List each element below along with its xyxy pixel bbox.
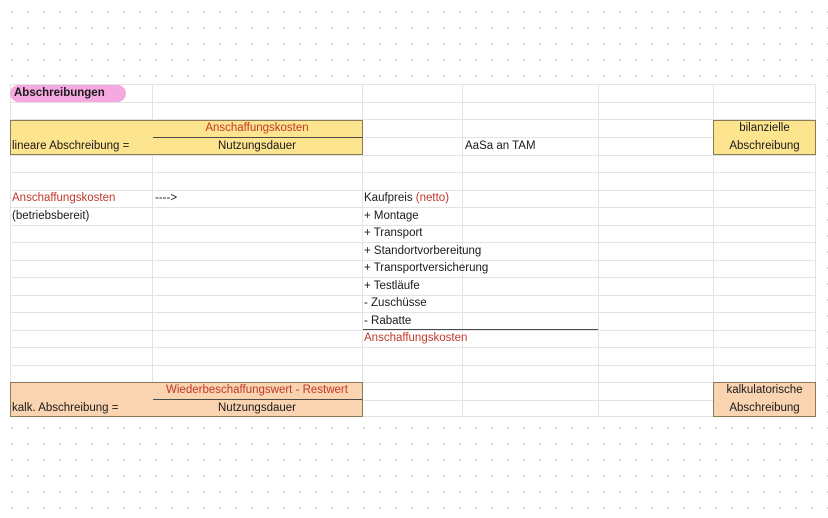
arrow-text: ---->	[155, 192, 178, 204]
list-item: + Standortvorbereitung	[364, 245, 482, 257]
linear-denominator: Nutzungsdauer	[218, 140, 296, 152]
base-price-label: Kaufpreis	[364, 192, 413, 204]
kalkulatorische-label-1: kalkulatorische	[726, 384, 803, 396]
grid-line	[10, 347, 816, 348]
base-price	[364, 190, 449, 207]
calc-denominator: Nutzungsdauer	[218, 402, 296, 414]
list-item: + Testläufe	[364, 280, 420, 292]
spreadsheet	[10, 84, 816, 417]
list-item: + Transport	[364, 227, 423, 239]
booking-entry: AaSa an TAM	[465, 140, 536, 152]
calc-label: kalk. Abschreibung =	[12, 402, 119, 414]
acquisition-sublabel: (betriebsbereit)	[12, 210, 90, 222]
list-item: - Zuschüsse	[364, 297, 427, 309]
list-item: + Montage	[364, 210, 419, 222]
acquisition-label: Anschaffungskosten	[12, 192, 116, 204]
grid-line	[10, 365, 816, 366]
acquisition-total: Anschaffungskosten	[364, 332, 468, 344]
linear-label: lineare Abschreibung =	[12, 140, 130, 152]
grid-line	[10, 172, 816, 173]
list-item: - Rabatte	[364, 315, 412, 327]
page-title: Abschreibungen	[10, 85, 126, 102]
kalkulatorische-label-2: Abschreibung	[729, 402, 800, 414]
bilanzielle-label-2: Abschreibung	[729, 140, 800, 152]
linear-numerator: Anschaffungskosten	[205, 122, 309, 134]
list-item: + Transportversicherung	[364, 262, 489, 274]
calc-numerator: Wiederbeschaffungswert - Restwert	[166, 384, 348, 396]
bilanzielle-label-1: bilanzielle	[739, 122, 790, 134]
grid-line	[10, 102, 816, 103]
grid-line	[10, 312, 816, 313]
grid-line	[10, 84, 816, 85]
grid-line	[10, 155, 816, 156]
base-price-note: (netto)	[415, 192, 450, 204]
grid-line	[598, 84, 599, 417]
